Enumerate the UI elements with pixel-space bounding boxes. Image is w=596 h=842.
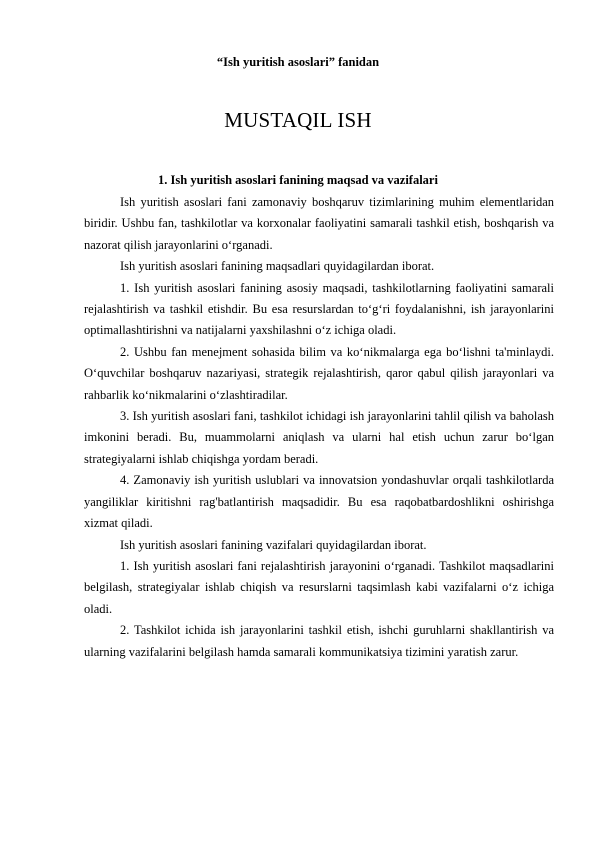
paragraph-goal-4: 4. Zamonaviy ish yuritish uslublari va innovatsion yondashuvlar orqali tashkilotlarda yangiliklar kiritishni rag'batlantirish maqsadidir. Bu esa raqobatbardoshlikni oshirishga xizmat qiladi. [84, 473, 554, 531]
paragraph-task-1: 1. Ish yuritish asoslari fani rejalashtirish jarayonini o‘rganadi. Tashkilot maqsadlarini belgilash, strategiyalar ishlab chiqish va resurslarni taqsimlash kabi vazifalarni o‘z ichiga oladi. [84, 558, 554, 616]
paragraph-goal-1: 1. Ish yuritish asoslari fanining asosiy maqsadi, tashkilotlarning faoliyatini samarali rejalashtirish va tashkil etishdir. Bu esa resurslardan to‘g‘ri foydalanishni, ish jarayonlarini optimallashtirishni va natijalarni yaxshilashni o‘z ichiga oladi. [84, 280, 554, 338]
paragraph-intro: Ish yuritish asoslari fani zamonaviy boshqaruv tizimlarining muhim elementlaridan biridir. Ushbu fan, tashkilotlar va korxonalar faoliyatini samarali tashkil etish, boshqarish va nazorat qilish jarayonlarini o‘rganadi. [84, 195, 554, 252]
paragraph-goal-2: 2. Ushbu fan menejment sohasida bilim va ko‘nikmalarga ega bo‘lishni ta'minlaydi. O‘quvchilar boshqaruv nazariyasi, strategik rejalashtirish, qaror qabul qilish jarayonlari va rahbarlik ko‘nikmalarini o‘zlashtiradilar. [84, 344, 554, 402]
paragraph-goal-3: 3. Ish yuritish asoslari fani, tashkilot ichidagi ish jarayonlarini tahlil qilish va baholash imkonini beradi. Bu, muammolarni aniqlash va ularni hal etish uchun zarur bo‘lgan strategiyalarni ishlab chiqishga yordam beradi. [84, 409, 554, 466]
body-text [84, 192, 554, 663]
section-heading: 1. Ish yuritish asoslari fanining maqsad va vazifalari [158, 173, 438, 187]
subject-title: “Ish yuritish asoslari” fanidan [216, 55, 380, 69]
main-title: MUSTAQIL ISH [224, 108, 372, 132]
paragraph-task-2: 2. Tashkilot ichida ish jarayonlarini tashkil etish, ishchi guruhlarni shakllantirish va ularning vazifalarini belgilash hamda samarali kommunikatsiya tizimini yaratish zarur. [84, 623, 554, 659]
paragraph-tasks-heading: Ish yuritish asoslari fanining vazifalari quyidagilardan iborat. [120, 537, 427, 552]
paragraph-goals-heading: Ish yuritish asoslari fanining maqsadlari quyidagilardan iborat. [120, 259, 435, 274]
